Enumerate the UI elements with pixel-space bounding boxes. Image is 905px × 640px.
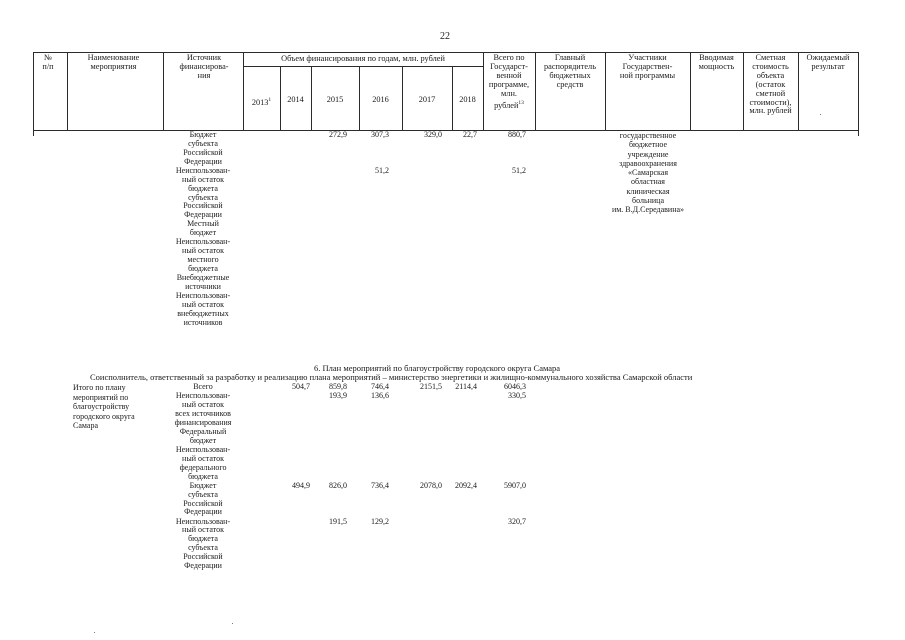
row-value-year-2016: 136,6: [371, 391, 389, 401]
header-year-2014: 2014: [287, 95, 304, 104]
row-source: Неиспользован- ный остаток внебюджетных источников: [175, 291, 231, 327]
header-num: № п/п: [42, 53, 54, 71]
row-source: Неиспользован- ный остаток всех источников финансирования: [174, 391, 232, 427]
header-name: Наименование мероприятия: [87, 53, 140, 71]
column-rule-stub: [858, 130, 859, 136]
row-value-year-2016: 746,4: [371, 382, 389, 391]
row-value-year-2018: 22,7: [463, 130, 477, 139]
header-participants: Участники Государствен- ной программы: [619, 53, 676, 80]
row-value-total: 320,7: [508, 516, 526, 526]
header-source: Источник финансирова- ния: [179, 53, 229, 80]
row-source: Неиспользован- ный остаток местного бюджета: [175, 237, 231, 274]
row-source: Внебюджетные источники: [176, 273, 230, 292]
row-source: Бюджет субъекта Российской Федерации: [183, 480, 223, 517]
header-volume-title: Объем финансирования по годам, млн. рублей: [281, 54, 445, 63]
volume-subheader-rule: [243, 66, 483, 67]
participant-cell: государственное бюджетное учреждение здравоохранения «Самарская областная клиническая больница им. В.Д.Середавина»: [611, 131, 685, 215]
header-capacity: Вводимая мощность: [698, 53, 735, 71]
header-year-2013-footnote: 1: [268, 97, 272, 103]
header-estimate: Сметная стоимость объекта (остаток сметной стоимости), млн. рублей: [749, 53, 792, 116]
column-rule-stub: [33, 130, 34, 136]
row-value-year-2017: 329,0: [424, 130, 442, 139]
row-value-year-2016: 736,4: [371, 480, 389, 490]
row-value-year-2014: 504,7: [292, 382, 310, 391]
scan-speck: [94, 632, 95, 633]
row-value-total: 6046,3: [504, 382, 526, 391]
row-value-total: 330,5: [508, 391, 526, 401]
row-value-year-2016: 129,2: [371, 516, 389, 526]
section-title: 6. План мероприятий по благоустройству городского округа Самара: [314, 363, 561, 373]
row-value-year-2015: 193,9: [329, 391, 347, 401]
header-year-2013: [243, 96, 280, 108]
header-total-label: Всего по Государст- венной программе, млн. рублей: [488, 53, 530, 110]
row-value-year-2015: 826,0: [329, 480, 347, 490]
row-source: Всего: [193, 382, 213, 391]
header-year-2018: 2018: [459, 95, 476, 104]
row-value-year-2015: 191,5: [329, 516, 347, 526]
column-rule: [858, 52, 859, 131]
row-source: Неиспользован- ный остаток бюджета субъекта Российской Федерации: [175, 165, 231, 220]
row-source: Неиспользован- ный остаток бюджета субъекта Российской Федерации: [175, 516, 231, 571]
row-source: Бюджет субъекта Российской Федерации: [183, 130, 223, 166]
header-year-2017: 2017: [418, 95, 436, 104]
row-value-year-2017: 2151,5: [420, 382, 442, 391]
header-year-2013-value: 2013: [251, 97, 269, 107]
row-source: Неиспользован- ный остаток федерального бюджета: [175, 444, 231, 481]
row-value-total: 5907,0: [504, 480, 526, 490]
row-value-year-2016: 307,3: [371, 130, 389, 139]
row-value-year-2015: 859,8: [329, 382, 347, 391]
header-year-2015: 2015: [326, 95, 344, 104]
header-year-2016: 2016: [372, 95, 389, 104]
row-value-year-2018: 2092,4: [455, 480, 477, 490]
row-value-year-2017: 2078,0: [420, 480, 442, 490]
header-admin: Главный распорядитель бюджетных средств: [544, 53, 596, 89]
row-value-year-2016: 51,2: [375, 165, 389, 175]
scan-speck: [232, 623, 233, 624]
coexecutor-line: Соисполнитель, ответственный за разработку и реализацию плана мероприятий – министерство энергетики и жилищно-коммунального хозяйства Самарской области: [90, 372, 693, 382]
row-value-total: 880,7: [508, 130, 526, 139]
header-total-footnote: 13: [518, 99, 524, 106]
scan-speck: [820, 114, 821, 115]
table-top-rule: [33, 52, 858, 53]
header-total: [483, 54, 535, 110]
row-value-year-2015: 272,9: [329, 130, 347, 139]
row-source: Местный бюджет: [187, 219, 219, 238]
page-number: 22: [440, 31, 450, 42]
header-result: Ожидаемый результат: [806, 53, 850, 71]
row-value-year-2014: 494,9: [292, 480, 310, 490]
row-source: Федеральный бюджет: [179, 426, 227, 445]
row-value-year-2018: 2114,4: [455, 382, 477, 391]
row-value-total: 51,2: [512, 165, 526, 175]
total-plan-name: Итого по плану мероприятий по благоустройству городского округа Самара: [73, 383, 135, 430]
